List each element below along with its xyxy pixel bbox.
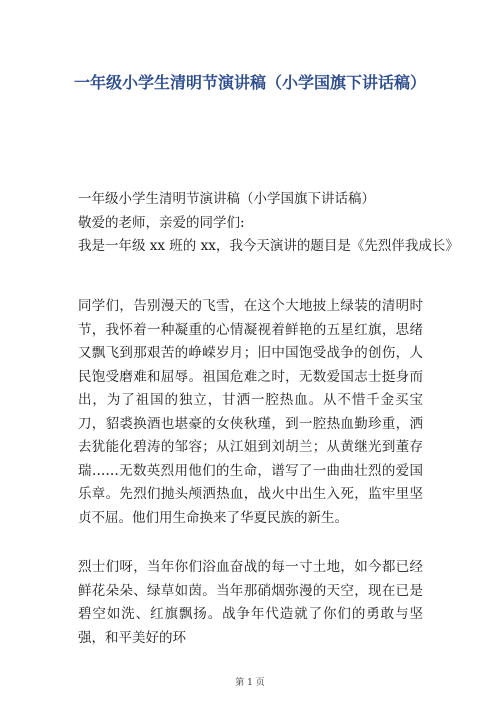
intro-line-greeting: 敬爱的老师，亲爱的同学们: [78,214,245,231]
paragraph-1 [78,295,423,530]
paragraph-2 [78,556,423,650]
intro-block [78,188,459,259]
intro-line-heading: 一年级小学生清明节演讲稿（小学国旗下讲话稿） [78,191,375,207]
paragraph-text: 同学们，告别漫天的飞雪，在这个大地披上绿装的清明时节，我怀着一种凝重的心情凝视着鲜艳的五星红旗，思绪又飘飞到那艰苦的峥嵘岁月；旧中国饱受战争的创伤，人民饱受磨难和屈辱。祖国危难之时，无数爱国志士挺身而出，为了祖国的独立，甘洒一腔热血。从不惜千金买宝刀，貂裘换酒也堪豪的女侠秋瑾，到一腔热血勤珍重，洒去犹能化碧涛的邹容；从江姐到刘胡兰；从黄继光到董存瑞……无数英烈用他们的生命，谱写了一曲曲壮烈的爱国乐章。先烈们抛头颅洒热血，战火中出生入死，监牢里坚贞不屈。他们用生命换来了华夏民族的新生。 [78,298,423,526]
document-title: 一年级小学生清明节演讲稿（小学国旗下讲话稿） [73,73,426,92]
intro-line-topic: 我是一年级 xx 班的 xx，我今天演讲的题目是《先烈伴我成长》 [78,238,459,254]
paragraph-text: 烈士们呀，当年你们浴血奋战的每一寸土地，如今都已经鲜花朵朵、绿草如茵。当年那硝烟弥漫的天空，现在已是碧空如洗、红旗飘扬。战争年代造就了你们的勇敢与坚强，和平美好的环 [78,559,423,646]
page-number: 第 1 页 [235,678,265,688]
